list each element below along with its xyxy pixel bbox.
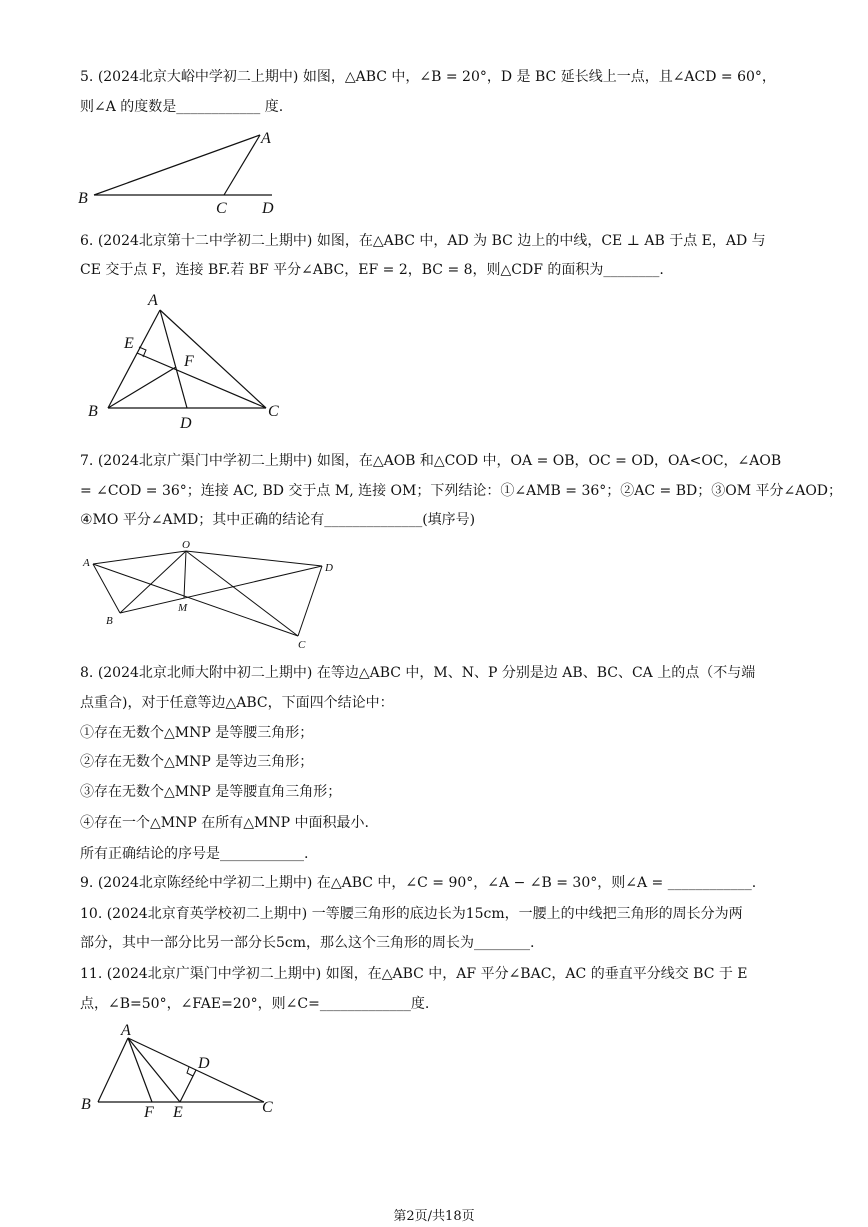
point-label-f: F <box>144 1104 154 1121</box>
problem-7-line-2 <box>80 481 842 501</box>
problem-6-line-2 <box>80 260 664 280</box>
point-label-b: B <box>78 190 88 207</box>
problem-text: (2024北京第十二中学初二上期中) 如图，在△ABC 中，AD 为 BC 边上的中线，CE ⊥ AB 于点 E，AD 与 <box>97 233 766 249</box>
problem-6-figure <box>80 290 290 435</box>
problem-text: 点重合)，对于任意等边△ABC，下面四个结论中： <box>80 695 394 711</box>
problem-8-line-2 <box>80 693 394 713</box>
problem-text: (2024北京广渠门中学初二上期中) 如图，在△ABC 中，AF 平分∠BAC，AC 的垂直平分线交 BC 于 E <box>106 966 748 982</box>
problem-8-line-5 <box>80 782 341 802</box>
point-label-a: A <box>121 1022 131 1039</box>
problem-text: ④存在一个△MNP 在所有△MNP 中面积最小. <box>80 815 369 831</box>
point-label-d: D <box>325 562 333 574</box>
problem-text: 点，∠B=50°，∠FAE=20°，则∠C=_____________度. <box>80 996 430 1012</box>
problem-5-line-2 <box>80 97 283 117</box>
problem-number: 8. <box>80 665 94 681</box>
point-label-c: C <box>298 639 306 651</box>
problem-7-figure <box>78 538 348 653</box>
problem-5-line-1 <box>80 67 776 87</box>
point-label-c: C <box>262 1099 273 1116</box>
point-label-a: A <box>83 557 90 569</box>
problem-text: ④MO 平分∠AMD；其中正确的结论有______________(填序号) <box>80 512 476 528</box>
problem-11-line-1 <box>80 964 748 984</box>
problem-5-figure <box>72 125 292 220</box>
problem-7-line-3 <box>80 510 475 530</box>
page-number-footer: 第2页/共18页 <box>393 1209 475 1224</box>
point-label-m: M <box>178 602 188 614</box>
point-label-e: E <box>124 335 134 352</box>
problem-text: (2024北京广渠门中学初二上期中) 如图，在△AOB 和△COD 中，OA = OB，OC = OD，OA<OC，∠AOB <box>97 453 782 469</box>
problem-6-line-1 <box>80 231 766 251</box>
point-label-b: B <box>106 615 113 627</box>
point-label-a: A <box>261 130 271 147</box>
problem-text: 则∠A 的度数是____________ 度. <box>80 99 284 115</box>
point-label-d: D <box>180 415 192 432</box>
problem-text: ②存在无数个△MNP 是等边三角形； <box>80 754 314 770</box>
point-label-d: D <box>198 1055 210 1072</box>
problem-number: 5. <box>80 69 94 85</box>
problem-text: 所有正确结论的序号是____________. <box>80 846 309 862</box>
problem-text: ①存在无数个△MNP 是等腰三角形； <box>80 725 314 741</box>
problem-8-line-3 <box>80 723 313 743</box>
problem-text: 部分，其中一部分比另一部分长5cm，那么这个三角形的周长为________. <box>80 935 535 951</box>
problem-11-line-2 <box>80 994 429 1014</box>
problem-text: (2024北京育英学校初二上期中) 一等腰三角形的底边长为15cm，一腰上的中线把三角形的周长分为两 <box>106 906 743 922</box>
point-label-b: B <box>88 403 98 420</box>
problem-8-line-6 <box>80 813 369 833</box>
point-label-e: E <box>173 1104 183 1121</box>
problem-8-line-7 <box>80 844 308 864</box>
point-label-f: F <box>184 353 194 370</box>
problem-number: 11. <box>80 966 103 982</box>
problem-text: (2024北京陈经纶中学初二上期中) 在△ABC 中，∠C = 90°，∠A − ∠B = 30°，则∠A = ____________. <box>97 875 757 891</box>
problem-text: (2024北京大峪中学初二上期中) 如图，△ABC 中，∠B = 20°，D 是 BC 延长线上一点，且∠ACD = 60°， <box>97 69 776 85</box>
problem-text: (2024北京北师大附中初二上期中) 在等边△ABC 中，M、N、P 分别是边 AB、BC、CA 上的点（不与端 <box>97 665 756 681</box>
problem-8-line-1 <box>80 663 755 683</box>
problem-11-figure <box>76 1022 286 1122</box>
problem-9-line-1 <box>80 873 756 893</box>
point-label-a: A <box>148 292 158 309</box>
point-label-b: B <box>81 1096 91 1113</box>
problem-text: = ∠COD = 36°；连接 AC, BD 交于点 M, 连接 OM；下列结论：①∠AMB = 36°；②AC = BD；③OM 平分∠AOD； <box>80 483 843 499</box>
point-label-c: C <box>216 200 227 217</box>
problem-7-line-1 <box>80 451 781 471</box>
problem-text: ③存在无数个△MNP 是等腰直角三角形； <box>80 784 342 800</box>
point-label-c: C <box>268 403 279 420</box>
problem-number: 9. <box>80 875 94 891</box>
problem-10-line-1 <box>80 904 743 924</box>
problem-text: CE 交于点 F，连接 BF.若 BF 平分∠ABC，EF = 2，BC = 8，则△CDF 的面积为________. <box>80 262 664 278</box>
problem-number: 7. <box>80 453 94 469</box>
problem-8-line-4 <box>80 752 313 772</box>
problem-number: 10. <box>80 906 103 922</box>
problem-10-line-2 <box>80 933 534 953</box>
point-label-o: O <box>182 539 190 551</box>
point-label-d: D <box>262 200 274 217</box>
problem-number: 6. <box>80 233 94 249</box>
